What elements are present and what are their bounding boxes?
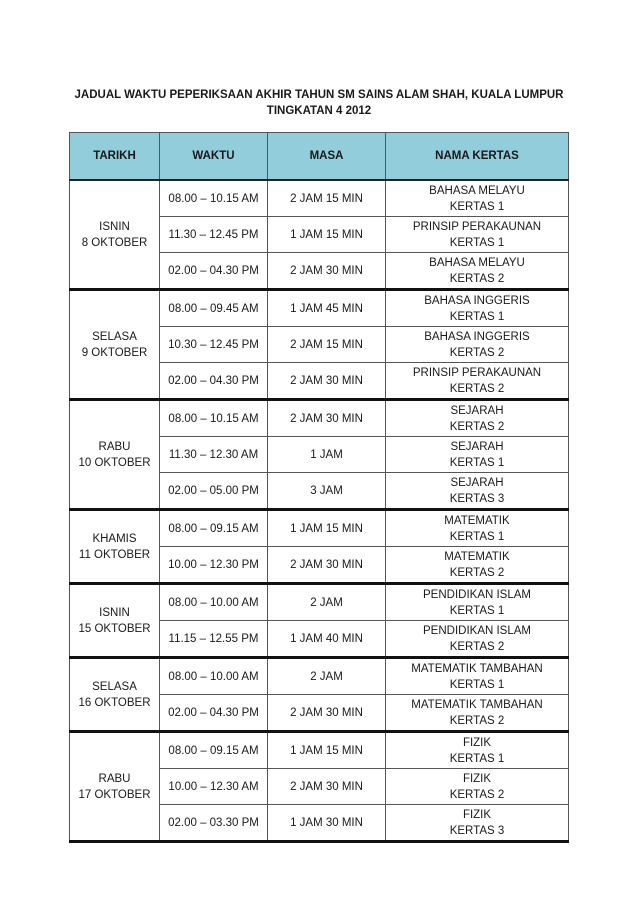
paper-cell (386, 621, 569, 658)
subject-label: SEJARAH (450, 404, 504, 417)
time-cell: 02.00 – 05.00 PM (160, 473, 268, 510)
exam-timetable (69, 132, 569, 843)
paper-label: KERTAS 1 (449, 678, 505, 691)
paper-label: KERTAS 1 (449, 604, 505, 617)
paper-label: KERTAS 2 (449, 640, 505, 653)
date-label: 8 OKTOBER (81, 236, 148, 249)
date-label: 17 OKTOBER (78, 788, 151, 801)
paper-label: KERTAS 2 (449, 788, 505, 801)
paper-label: KERTAS 1 (449, 310, 505, 323)
date-cell (70, 180, 160, 290)
document-title (0, 87, 638, 119)
paper-label: KERTAS 2 (449, 420, 505, 433)
time-cell: 08.00 – 10.00 AM (160, 658, 268, 695)
header-nama-kertas: NAMA KERTAS (386, 133, 569, 181)
header-row (70, 133, 569, 181)
table-row (70, 584, 569, 621)
time-cell: 10.00 – 12.30 AM (160, 769, 268, 805)
paper-cell (386, 510, 569, 547)
paper-label: KERTAS 3 (449, 824, 505, 837)
subject-label: SEJARAH (450, 440, 504, 453)
table-row (70, 510, 569, 547)
time-cell: 08.00 – 09.15 AM (160, 732, 268, 769)
time-cell: 08.00 – 10.15 AM (160, 180, 268, 217)
paper-cell (386, 180, 569, 217)
title-line-2: TINGKATAN 4 2012 (266, 105, 372, 117)
duration-cell: 3 JAM (268, 473, 386, 510)
paper-label: KERTAS 2 (449, 346, 505, 359)
date-cell (70, 584, 160, 658)
subject-label: FIZIK (462, 772, 492, 785)
subject-label: SEJARAH (450, 476, 504, 489)
paper-label: KERTAS 3 (449, 492, 505, 505)
paper-label: KERTAS 2 (449, 714, 505, 727)
subject-label: FIZIK (462, 736, 492, 749)
paper-cell (386, 437, 569, 473)
date-cell (70, 290, 160, 400)
paper-label: KERTAS 2 (449, 382, 505, 395)
paper-label: KERTAS 2 (449, 566, 505, 579)
paper-label: KERTAS 1 (449, 200, 505, 213)
header-tarikh: TARIKH (70, 133, 160, 181)
table-row (70, 732, 569, 769)
duration-cell: 2 JAM 30 MIN (268, 363, 386, 400)
time-cell: 02.00 – 04.30 PM (160, 363, 268, 400)
day-label: ISNIN (99, 606, 130, 619)
duration-cell: 1 JAM 45 MIN (268, 290, 386, 327)
paper-cell (386, 769, 569, 805)
subject-label: BAHASA INGGERIS (424, 330, 530, 343)
paper-label: KERTAS 1 (449, 236, 505, 249)
table-row (70, 658, 569, 695)
duration-cell: 1 JAM 30 MIN (268, 805, 386, 842)
duration-cell: 2 JAM 30 MIN (268, 253, 386, 290)
paper-label: KERTAS 1 (449, 530, 505, 543)
subject-label: PRINSIP PERAKAUNAN (412, 366, 542, 379)
time-cell: 10.00 – 12.30 PM (160, 547, 268, 584)
duration-cell: 2 JAM 30 MIN (268, 547, 386, 584)
time-cell: 11.15 – 12.55 PM (160, 621, 268, 658)
duration-cell: 2 JAM 30 MIN (268, 400, 386, 437)
paper-cell (386, 584, 569, 621)
paper-cell (386, 400, 569, 437)
paper-label: KERTAS 1 (449, 456, 505, 469)
subject-label: MATEMATIK TAMBAHAN (411, 698, 543, 711)
paper-cell (386, 658, 569, 695)
subject-label: PENDIDIKAN ISLAM (423, 624, 531, 637)
duration-cell: 1 JAM 40 MIN (268, 621, 386, 658)
time-cell: 02.00 – 03.30 PM (160, 805, 268, 842)
time-cell: 08.00 – 09.45 AM (160, 290, 268, 327)
duration-cell: 1 JAM 15 MIN (268, 510, 386, 547)
date-cell (70, 510, 160, 584)
subject-label: BAHASA MELAYU (429, 256, 525, 269)
duration-cell: 1 JAM 15 MIN (268, 217, 386, 253)
table-row (70, 180, 569, 217)
duration-cell: 2 JAM 30 MIN (268, 695, 386, 732)
date-cell (70, 732, 160, 842)
paper-cell (386, 253, 569, 290)
time-cell: 08.00 – 09.15 AM (160, 510, 268, 547)
duration-cell: 2 JAM 30 MIN (268, 769, 386, 805)
paper-cell (386, 547, 569, 584)
paper-label: KERTAS 1 (449, 752, 505, 765)
header-waktu: WAKTU (160, 133, 268, 181)
subject-label: PRINSIP PERAKAUNAN (412, 220, 542, 233)
duration-cell: 1 JAM 15 MIN (268, 732, 386, 769)
date-label: 9 OKTOBER (81, 346, 148, 359)
day-label: RABU (98, 440, 131, 453)
time-cell: 10.30 – 12.45 PM (160, 327, 268, 363)
date-label: 11 OKTOBER (78, 548, 151, 561)
duration-cell: 2 JAM 15 MIN (268, 327, 386, 363)
paper-cell (386, 732, 569, 769)
paper-cell (386, 805, 569, 842)
paper-cell (386, 473, 569, 510)
duration-cell: 2 JAM (268, 658, 386, 695)
subject-label: BAHASA INGGERIS (424, 294, 530, 307)
paper-cell (386, 327, 569, 363)
time-cell: 11.30 – 12.45 PM (160, 217, 268, 253)
duration-cell: 2 JAM (268, 584, 386, 621)
day-label: SELASA (92, 680, 137, 693)
paper-label: KERTAS 2 (449, 272, 505, 285)
table-row (70, 290, 569, 327)
date-label: 16 OKTOBER (78, 696, 151, 709)
day-label: RABU (98, 772, 131, 785)
title-line-1: JADUAL WAKTU PEPERIKSAAN AKHIR TAHUN SM SAINS ALAM SHAH, KUALA LUMPUR (74, 89, 564, 101)
day-label: ISNIN (99, 220, 130, 233)
time-cell: 11.30 – 12.30 AM (160, 437, 268, 473)
day-label: KHAMIS (92, 532, 137, 545)
duration-cell: 2 JAM 15 MIN (268, 180, 386, 217)
subject-label: FIZIK (462, 808, 492, 821)
time-cell: 02.00 – 04.30 PM (160, 695, 268, 732)
subject-label: PENDIDIKAN ISLAM (423, 588, 531, 601)
time-cell: 08.00 – 10.00 AM (160, 584, 268, 621)
date-label: 15 OKTOBER (78, 622, 151, 635)
paper-cell (386, 217, 569, 253)
date-label: 10 OKTOBER (78, 456, 151, 469)
timetable-body (70, 180, 569, 842)
subject-label: BAHASA MELAYU (429, 184, 525, 197)
paper-cell (386, 363, 569, 400)
date-cell (70, 400, 160, 510)
table-row (70, 400, 569, 437)
paper-cell (386, 695, 569, 732)
day-label: SELASA (92, 330, 137, 343)
header-masa: MASA (268, 133, 386, 181)
time-cell: 08.00 – 10.15 AM (160, 400, 268, 437)
time-cell: 02.00 – 04.30 PM (160, 253, 268, 290)
subject-label: MATEMATIK (444, 514, 510, 527)
paper-cell (386, 290, 569, 327)
date-cell (70, 658, 160, 732)
subject-label: MATEMATIK (444, 550, 510, 563)
duration-cell: 1 JAM (268, 437, 386, 473)
subject-label: MATEMATIK TAMBAHAN (411, 662, 543, 675)
